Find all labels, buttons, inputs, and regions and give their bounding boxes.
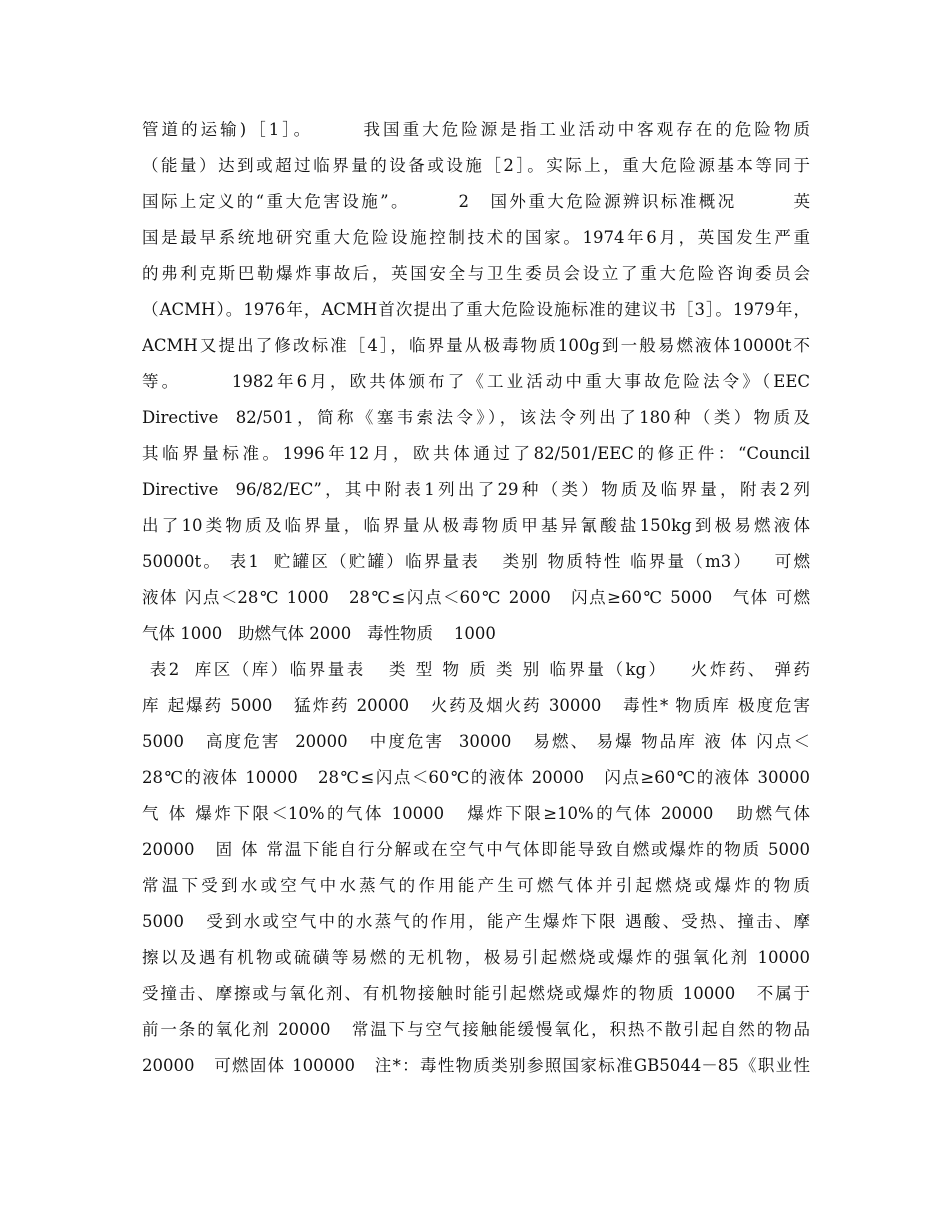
text-line-7: ACMH又提出了修改标准［4］，临界量从极毒物质100g到一般易燃液体10000t不 <box>142 336 810 355</box>
text-line-23: 5000 受到水或空气中的水蒸气的作用，能产生爆炸下限 遇酸、受热、撞击、摩 <box>142 912 810 931</box>
text-line-19: 28℃的液体 10000 28℃≤闪点＜60℃的液体 20000 闪点≥60℃的液体 30000 <box>142 768 810 787</box>
text-line-18: 5000 高度危害 20000 中度危害 30000 易燃、 易爆 物品库 液 体 闪点＜ <box>142 732 810 751</box>
body-text <box>142 117 810 1089</box>
text-line-24: 擦以及遇有机物或硫磺等易燃的无机物，极易引起燃烧或爆炸的强氧化剂 10000 <box>142 948 810 967</box>
text-line-12: 出了10类物质及临界量，临界量从极毒物质甲基异氰酸盐150kg到极易燃液体 <box>142 516 810 535</box>
text-line-14: 液体 闪点＜28℃ 1000 28℃≤闪点＜60℃ 2000 闪点≥60℃ 5000 气体 可燃 <box>142 588 810 607</box>
text-line-2: （能量）达到或超过临界量的设备或设施［2］。实际上，重大危险源基本等同于 <box>142 156 810 175</box>
text-line-11: Directive 96/82/EC”，其中附表1列出了29种（类）物质及临界量，附表2列 <box>142 480 810 499</box>
text-line-27: 20000 可燃固体 100000 注*：毒性物质类别参照国家标准GB5044－85《职业性 <box>142 1056 810 1075</box>
text-line-20: 气 体 爆炸下限＜10%的气体 10000 爆炸下限≥10%的气体 20000 助燃气体 <box>142 804 810 823</box>
text-line-8: 等。 1982年6月，欧共体颁布了《工业活动中重大事故危险法令》（EEC <box>142 372 810 391</box>
text-line-15: 气体 1000 助燃气体 2000 毒性物质 1000 <box>142 624 496 643</box>
text-line-16: 表2 库区（库）临界量表 类 型 物 质 类 别 临界量（kg） 火炸药、 弹药 <box>142 660 810 679</box>
text-line-5: 的弗利克斯巴勒爆炸事故后，英国安全与卫生委员会设立了重大危险咨询委员会 <box>142 264 810 283</box>
text-line-21: 20000 固 体 常温下能自行分解或在空气中气体即能导致自燃或爆炸的物质 5000 <box>142 840 810 859</box>
text-line-6: （ACMH）。1976年，ACMH首次提出了重大危险设施标准的建议书［3］。1979年， <box>142 300 810 319</box>
text-line-1: 管道的运输)［1］。 我国重大危险源是指工业活动中客观存在的危险物质 <box>142 120 810 139</box>
text-line-17: 库 起爆药 5000 猛炸药 20000 火药及烟火药 30000 毒性* 物质库 极度危害 <box>142 696 810 715</box>
text-line-4: 国是最早系统地研究重大危险设施控制技术的国家。1974年6月，英国发生严重 <box>142 228 810 247</box>
text-line-3: 国际上定义的“重大危害设施”。 2 国外重大危险源辨识标准概况 英 <box>142 192 810 211</box>
text-line-10: 其临界量标准。1996年12月，欧共体通过了82/501/EEC的修正件：“Council <box>142 444 810 463</box>
text-line-25: 受撞击、摩擦或与氧化剂、有机物接触时能引起燃烧或爆炸的物质 10000 不属于 <box>142 984 810 1003</box>
text-line-22: 常温下受到水或空气中水蒸气的作用能产生可燃气体并引起燃烧或爆炸的物质 <box>142 876 810 895</box>
text-line-26: 前一条的氧化剂 20000 常温下与空气接触能缓慢氧化，积热不散引起自然的物品 <box>142 1020 810 1039</box>
text-line-9: Directive 82/501，简称《塞韦索法令》），该法令列出了180种（类）物质及 <box>142 408 810 427</box>
text-line-13: 50000t。 表1 贮罐区（贮罐）临界量表 类别 物质特性 临界量（m3） 可燃 <box>142 552 810 571</box>
